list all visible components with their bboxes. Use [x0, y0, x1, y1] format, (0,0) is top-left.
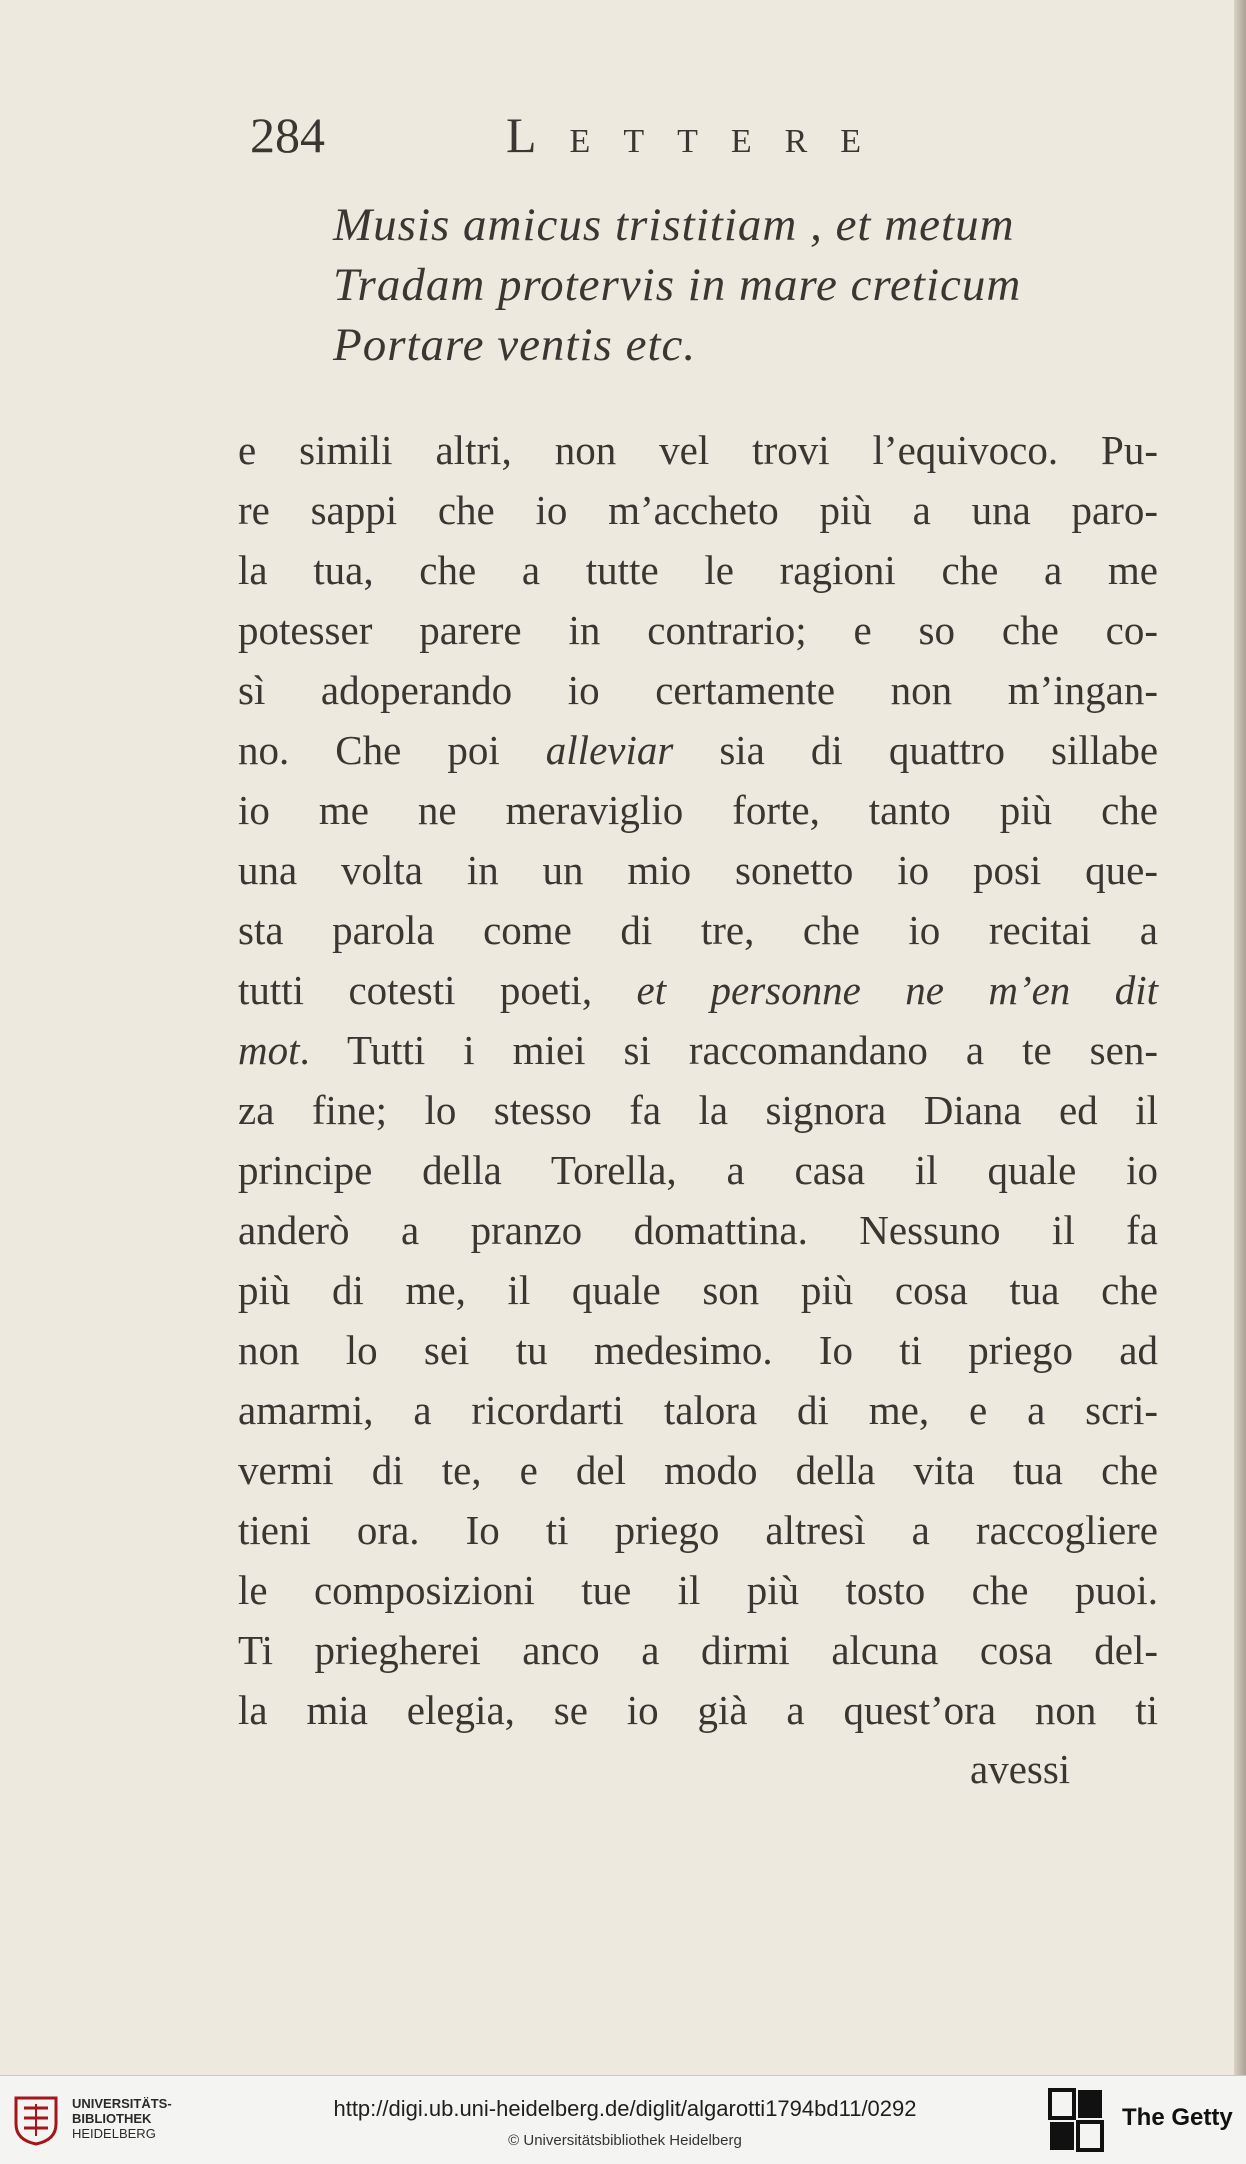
text-line	[238, 1080, 1158, 1140]
text-line	[238, 600, 1158, 660]
verse-line: Musis amicus tristitiam , et metum	[333, 199, 1015, 251]
text-run: tieni ora. Io ti priego altresì a raccogliere	[238, 1507, 1158, 1553]
text-run: più di me, il quale son più cosa tua che	[238, 1267, 1158, 1313]
text-run: e simili altri, non vel trovi l’equivoco. Pu-	[238, 427, 1158, 473]
text-line	[238, 1380, 1158, 1440]
text-run: . Tutti i miei si raccomandano a te sen-	[299, 1027, 1158, 1073]
text-run: la mia elegia, se io già a quest’ora non ti	[238, 1687, 1158, 1733]
text-line	[238, 1560, 1158, 1620]
text-line	[238, 1260, 1158, 1320]
text-run: sì adoperando io certamente non m’ingan-	[238, 667, 1158, 713]
university-library-name	[72, 2096, 172, 2141]
text-run: za fine; lo stesso fa la signora Diana ed il	[238, 1087, 1158, 1133]
text-line	[238, 540, 1158, 600]
catchword: avessi	[970, 1746, 1071, 1792]
viewer-footer	[0, 2075, 1246, 2164]
text-run: tutti cotesti poeti,	[238, 967, 637, 1013]
university-line: HEIDELBERG	[72, 2126, 156, 2141]
text-line	[238, 420, 1158, 480]
italic-text-run: alleviar	[545, 727, 674, 773]
text-run: amarmi, a ricordarti talora di me, e a scri-	[238, 1387, 1158, 1433]
text-run: non lo sei tu medesimo. Io ti priego ad	[238, 1327, 1158, 1373]
latin-verse-quotation	[333, 195, 1153, 375]
text-run: Ti priegherei anco a dirmi alcuna cosa del-	[238, 1627, 1158, 1673]
getty-logo-icon	[1048, 2088, 1104, 2152]
text-run: no. Che poi	[238, 727, 546, 773]
page-number: 284	[250, 107, 325, 163]
text-line	[238, 960, 1158, 1020]
text-run: sta parola come di tre, che io recitai a	[238, 907, 1158, 953]
text-line	[238, 720, 1158, 780]
text-run: potesser parere in contrario; e so che co-	[238, 607, 1158, 653]
text-run: sia di quattro sillabe	[673, 727, 1159, 773]
text-line	[238, 1680, 1158, 1740]
verse-line: Portare ventis etc.	[333, 319, 697, 371]
text-line	[238, 1140, 1158, 1200]
verse-line: Tradam protervis in mare creticum	[333, 259, 1022, 311]
text-line	[238, 660, 1158, 720]
text-line	[238, 480, 1158, 540]
permalink-url[interactable]: http://digi.ub.uni-heidelberg.de/diglit/algarotti1794bd11/0292	[333, 2096, 917, 2121]
text-line	[238, 780, 1158, 840]
university-line: UNIVERSITÄTS-	[72, 2096, 172, 2111]
text-run: anderò a pranzo domattina. Nessuno il fa	[238, 1207, 1158, 1253]
text-line	[238, 1500, 1158, 1560]
text-run: la tua, che a tutte le ragioni che a me	[238, 547, 1158, 593]
text-run: re sappi che io m’accheto più a una paro-	[238, 487, 1158, 533]
text-line	[238, 1200, 1158, 1260]
text-line	[238, 900, 1158, 960]
text-line	[238, 1620, 1158, 1680]
university-line: BIBLIOTHEK	[72, 2111, 152, 2126]
heidelberg-seal-icon	[12, 2094, 60, 2146]
text-line	[238, 1440, 1158, 1500]
running-head-rest: ETTERE	[569, 123, 895, 160]
copyright-notice: © Universitätsbibliothek Heidelberg	[508, 2132, 742, 2149]
text-line	[238, 1020, 1158, 1080]
text-run: una volta in un mio sonetto io posi que-	[238, 847, 1158, 893]
text-line	[238, 840, 1158, 900]
page-header	[250, 105, 950, 165]
running-head	[506, 105, 894, 172]
text-run: principe della Torella, a casa il quale io	[238, 1147, 1158, 1193]
text-run: io me ne meraviglio forte, tanto più che	[238, 787, 1158, 833]
page-edge-shadow	[1234, 0, 1246, 2075]
text-line	[238, 1320, 1158, 1380]
letter-body-text	[238, 420, 1158, 1740]
getty-name: The Getty	[1122, 2104, 1233, 2131]
italic-text-run: et personne ne m’en dit	[636, 967, 1158, 1013]
italic-text-run: mot	[238, 1027, 300, 1073]
text-run: vermi di te, e del modo della vita tua che	[238, 1447, 1158, 1493]
text-run: le composizioni tue il più tosto che puoi.	[238, 1567, 1158, 1613]
running-head-initial: L	[506, 107, 570, 163]
